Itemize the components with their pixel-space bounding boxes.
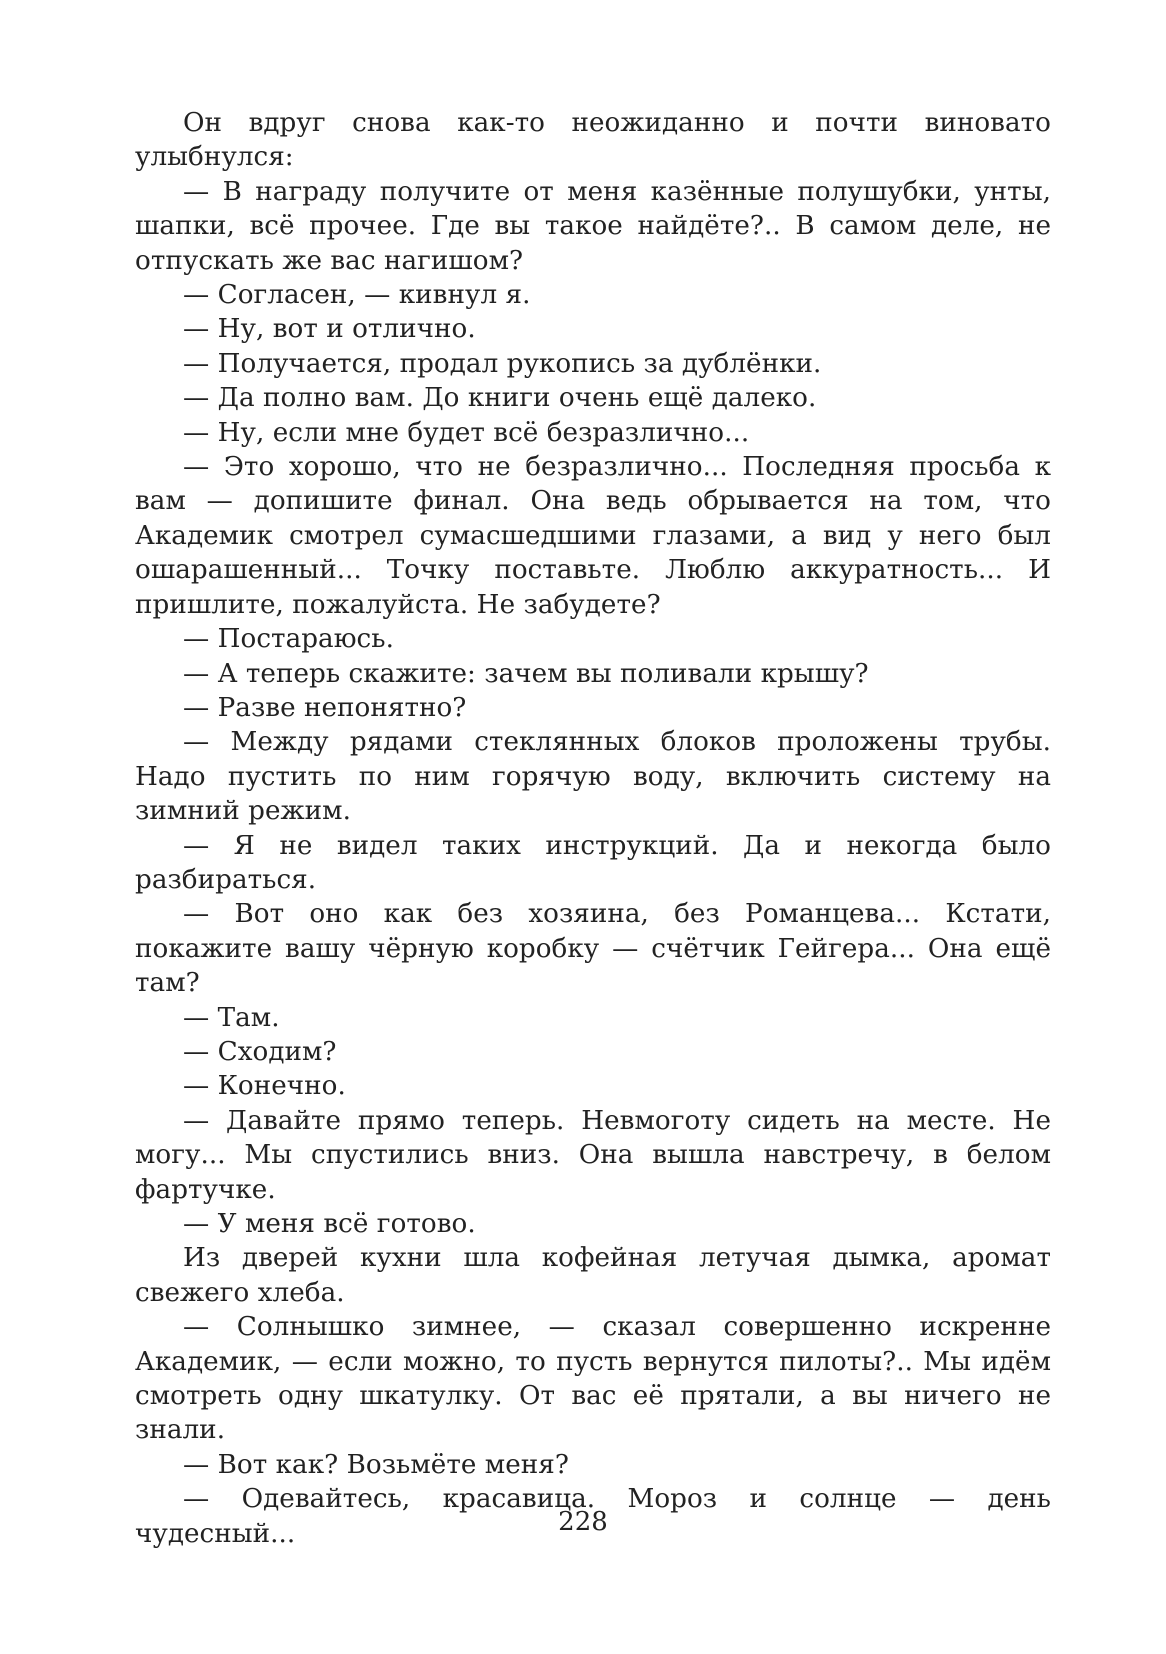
body-text <box>135 106 1051 1551</box>
paragraph-12: — Между рядами стеклянных блоков проложены трубы. Надо пустить по ним горячую воду, включить систему на зимний режим. <box>135 727 1051 827</box>
paragraph-14: — Вот оно как без хозяина, без Романцева... Кстати, покажите вашу чёрную коробку — счётчик Гейгера... Она ещё там? <box>135 899 1051 999</box>
paragraph-7: — Ну, если мне будет всё безразлично... <box>183 417 750 448</box>
paragraph-4: — Ну, вот и отлично. <box>183 314 476 345</box>
paragraph-17: — Конечно. <box>183 1071 346 1102</box>
paragraph-16: — Сходим? <box>183 1036 337 1067</box>
paragraph-9: — Постараюсь. <box>183 624 394 655</box>
paragraph-13: — Я не видел таких инструкций. Да и некогда было разбираться. <box>135 830 1051 895</box>
paragraph-8: — Это хорошо, что не безразлично... Последняя просьба к вам — допишите финал. Она ведь обрывается на том, что Академик смотрел сумасшедшими глазами, а вид у него был ошарашенный... Точку поставьте. Люблю аккуратность... И пришлите, пожалуйста. Не забудете? <box>135 452 1051 620</box>
paragraph-20: Из дверей кухни шла кофейная летучая дымка, аромат свежего хлеба. <box>135 1243 1051 1308</box>
paragraph-18: — Давайте прямо теперь. Невмоготу сидеть на месте. Не могу... Мы спустились вниз. Она вышла навстречу, в белом фартучке. <box>135 1105 1051 1205</box>
paragraph-10: — А теперь скажите: зачем вы поливали крышу? <box>183 658 869 689</box>
paragraph-5: — Получается, продал рукопись за дублёнки. <box>183 348 822 379</box>
paragraph-21: — Солнышко зимнее, — сказал совершенно искренне Академик, — если можно, то пусть вернутся пилоты?.. Мы идём смотреть одну шкатулку. От вас её прятали, а вы ничего не знали. <box>135 1312 1051 1446</box>
paragraph-1: Он вдруг снова как-то неожиданно и почти виновато улыбнулся: <box>135 108 1051 173</box>
page-number: 228 <box>558 1507 608 1537</box>
paragraph-6: — Да полно вам. До книги очень ещё далеко. <box>183 383 817 414</box>
paragraph-11: — Разве непонятно? <box>183 692 467 723</box>
paragraph-19: — У меня всё готово. <box>183 1209 476 1239</box>
paragraph-15: — Там. <box>183 1002 280 1033</box>
paragraph-3: — Согласен, — кивнул я. <box>183 280 531 311</box>
paragraph-22: — Вот как? Возьмёте меня? <box>183 1449 569 1480</box>
paragraph-23: — Одевайтесь, красавица. Мороз и солнце — день чудесный... <box>135 1484 1051 1549</box>
paragraph-2: — В награду получите от меня казённые полушубки, унты, шапки, всё прочее. Где вы такое найдёте?.. В самом деле, не отпускать же вас нагишом? <box>135 176 1051 276</box>
